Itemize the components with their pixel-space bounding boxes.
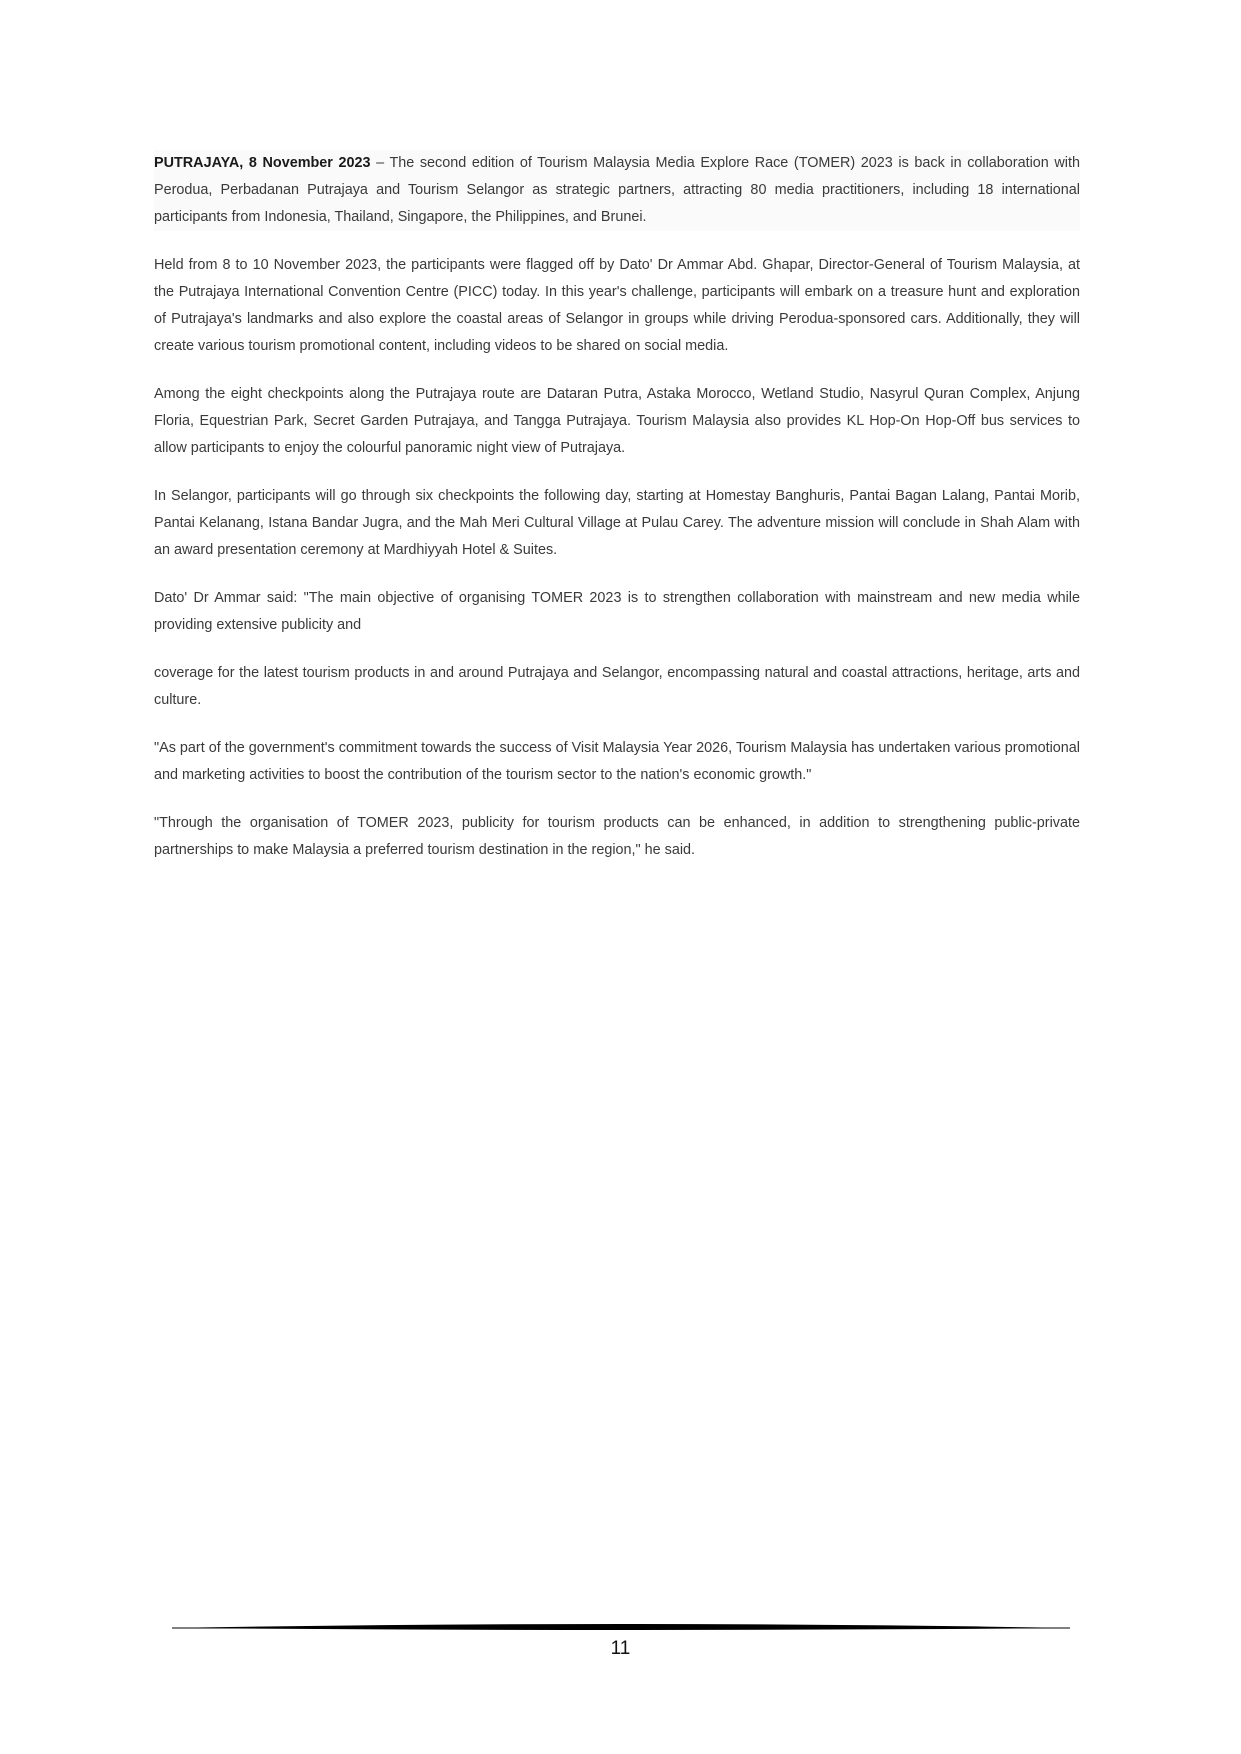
paragraph-intro <box>154 150 1080 231</box>
paragraph-quote-coverage: coverage for the latest tourism products in and around Putrajaya and Selangor, encompassing natural and coastal attractions, heritage, arts and culture. <box>154 665 1080 708</box>
footer-divider <box>172 1622 1070 1634</box>
paragraph-flag-off: Held from 8 to 10 November 2023, the participants were flagged off by Dato' Dr Ammar Abd. Ghapar, Director-General of Tourism Malaysia, at the Putrajaya International Convention Centre (PICC) today. In this year's challenge, participants will embark on a treasure hunt and exploration of Putrajaya's landmarks and also explore the coastal areas of Selangor in groups while driving Perodua-sponsored cars. Additionally, they will create various tourism promotional content, including videos to be shared on social media. <box>154 257 1080 354</box>
article-body <box>154 150 1080 885</box>
dateline: PUTRAJAYA, 8 November 2023 <box>154 155 371 171</box>
paragraph-putrajaya-checkpoints: Among the eight checkpoints along the Putrajaya route are Dataran Putra, Astaka Morocco, Wetland Studio, Nasyrul Quran Complex, Anjung Floria, Equestrian Park, Secret Garden Putrajaya, and Tangga Putrajaya. Tourism Malaysia also provides KL Hop-On Hop-Off bus services to allow participants to enjoy the colourful panoramic night view of Putrajaya. <box>154 386 1080 456</box>
paragraph-quote-objective: Dato' Dr Ammar said: "The main objective of organising TOMER 2023 is to strengthen collaboration with mainstream and new media while providing extensive publicity and <box>154 590 1080 633</box>
paragraph-intro-text: – The second edition of Tourism Malaysia Media Explore Race (TOMER) 2023 is back in collaboration with Perodua, Perbadanan Putrajaya and Tourism Selangor as strategic partners, attracting 80 media practitioners, including 18 international participants from Indonesia, Thailand, Singapore, the Philippines, and Brunei. <box>154 155 1080 225</box>
paragraph-quote-partnerships: "Through the organisation of TOMER 2023, publicity for tourism products can be enhanced, in addition to strengthening public-private partnerships to make Malaysia a preferred tourism destination in the region," he said. <box>154 815 1080 858</box>
page-number: 11 <box>610 1638 631 1659</box>
paragraph-quote-visit-malaysia: "As part of the government's commitment towards the success of Visit Malaysia Year 2026, Tourism Malaysia has undertaken various promotional and marketing activities to boost the contribution of the tourism sector to the nation's economic growth." <box>154 740 1080 783</box>
paragraph-selangor-checkpoints: In Selangor, participants will go through six checkpoints the following day, starting at Homestay Banghuris, Pantai Bagan Lalang, Pantai Morib, Pantai Kelanang, Istana Bandar Jugra, and the Mah Meri Cultural Village at Pulau Carey. The adventure mission will conclude in Shah Alam with an award presentation ceremony at Mardhiyyah Hotel & Suites. <box>154 488 1080 558</box>
